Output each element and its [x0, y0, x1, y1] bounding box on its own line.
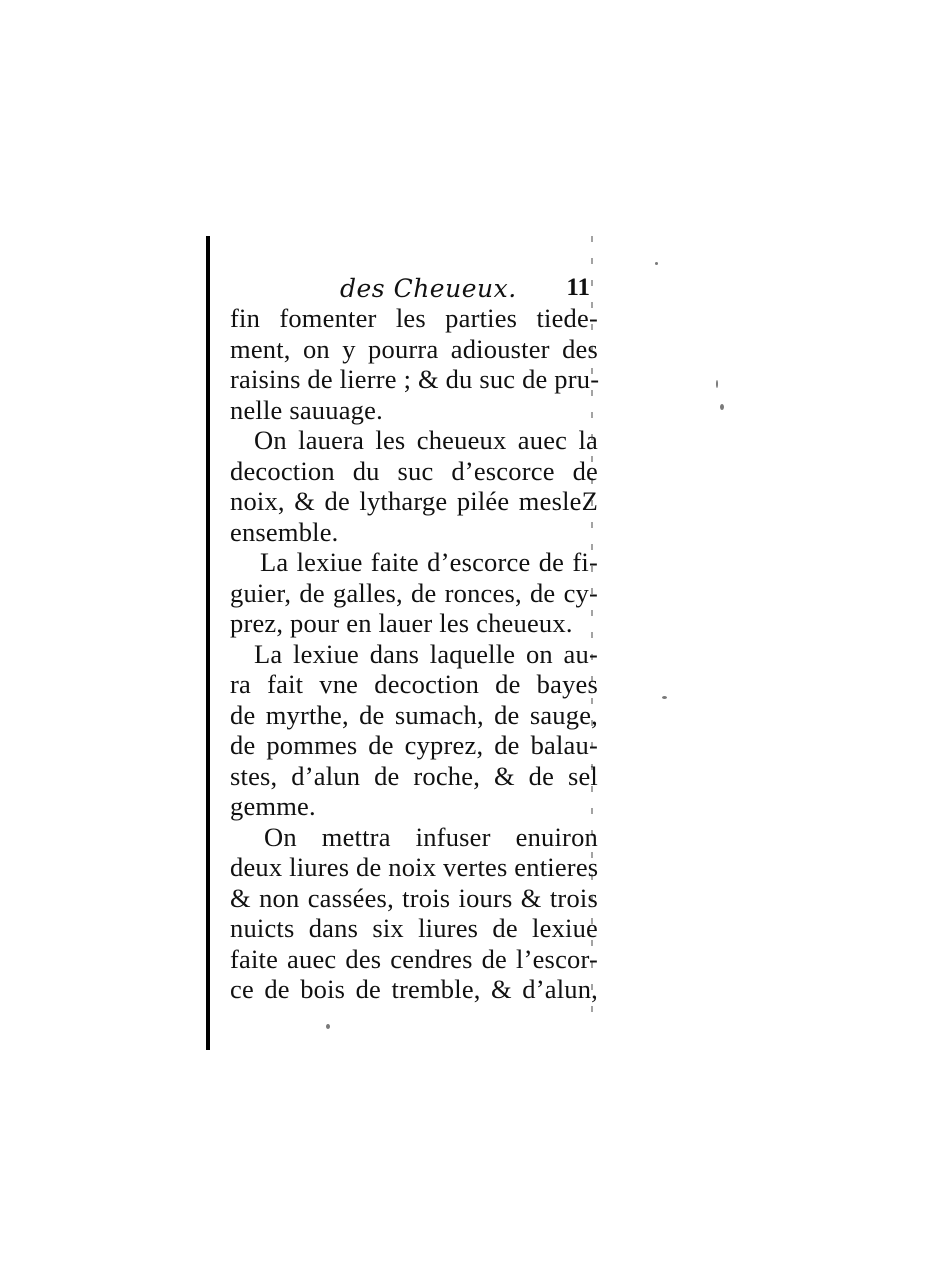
text-line: ce de bois de tremble, & d’alun,	[230, 974, 598, 1004]
text-line: decoction du suc d’escorce de	[230, 455, 598, 486]
paragraph-start-line: On mettra infuser enuiron	[264, 821, 598, 852]
text-line: nelle sauuage.	[230, 394, 383, 425]
text-line: guier, de galles, de ronces, de cy-	[230, 577, 598, 608]
page-number: 11	[566, 274, 590, 301]
text-line: noix, & de lytharge pilée mesleZ	[230, 486, 598, 516]
text-line: deux liures de noix vertes entieres	[230, 852, 599, 882]
text-line: prez, pour en lauer les cheueux.	[230, 608, 573, 638]
text-line: faite auec des cendres de l’escor-	[230, 943, 598, 974]
text-line: gemme.	[230, 791, 316, 821]
page-binding-edge	[206, 236, 210, 1050]
body-text	[230, 303, 598, 1005]
text-line: stes, d’alun de roche, & de sel	[230, 760, 598, 791]
text-line: de myrthe, de sumach, de sauge,	[230, 699, 598, 730]
scan-speck	[662, 696, 667, 699]
text-line: fin fomenter les parties tiede-	[230, 303, 598, 333]
paragraph-start-line: La lexiue faite d’escorce de fi-	[260, 547, 598, 577]
paragraph-start-line: On lauera les cheueux auec la	[254, 425, 598, 455]
text-line: & non cassées, trois iours & trois	[230, 882, 598, 913]
scan-speck	[716, 380, 718, 388]
text-line: ra fait vne decoction de bayes	[230, 669, 598, 699]
text-line: ment, on y pourra adiouster des	[230, 333, 598, 364]
text-line: nuicts dans six liures de lexiue	[230, 913, 598, 943]
text-line: de pommes de cyprez, de balau-	[230, 730, 598, 760]
scan-speck	[326, 1024, 330, 1029]
scan-speck	[655, 262, 658, 265]
text-line: ensemble.	[230, 516, 339, 547]
running-title: des Cheueux.	[340, 274, 517, 303]
paragraph-start-line: La lexiue dans laquelle on au-	[254, 638, 598, 669]
scan-speck	[720, 404, 724, 410]
text-line: raisins de lierre ; & du suc de pru-	[230, 364, 600, 394]
